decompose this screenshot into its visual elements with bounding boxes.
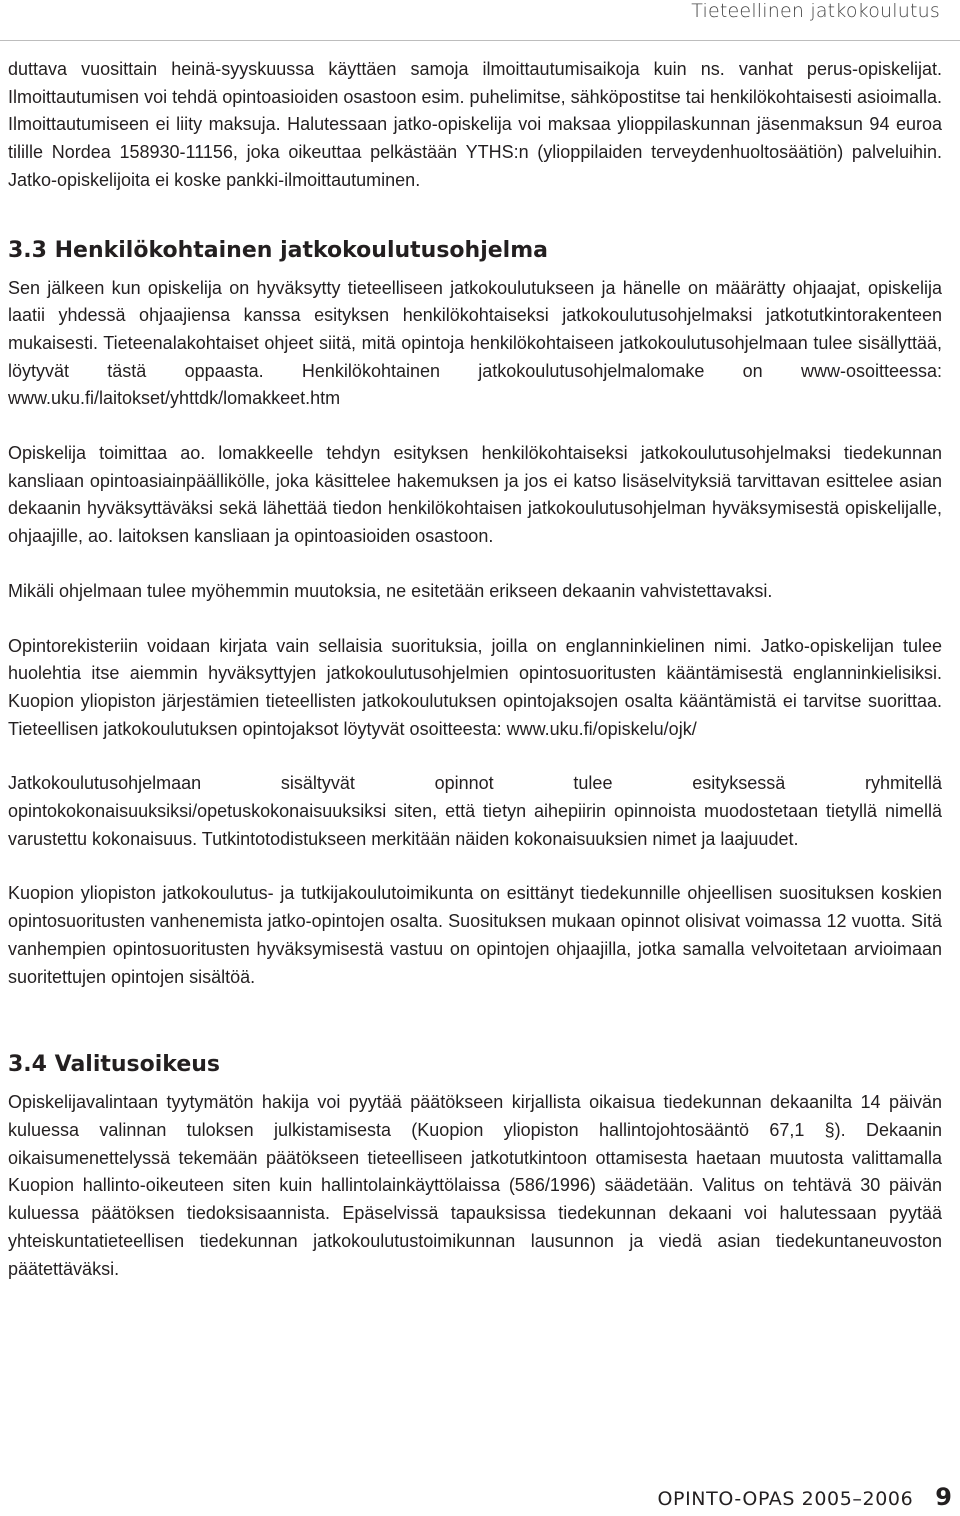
paragraph-3-4-1: Opiskelijavalintaan tyytymätön hakija voi pyytää päätökseen kirjallista oikaisua tiedekunnan dekaanilta 14 päivän kuluessa valinnan tuloksen julkistamisesta (Kuopion yliopiston hallintojohtosääntö 67,1 §). Dekaanin oikaisumenettelyssä tekemään päätökseen tieteelliseen jatkotutkintoon ottamisesta haetaan muutosta valittamalla Kuopion hallinto-oikeuteen siten kuin hallintolainkäyttölaissa (586/1996) säädetään. Valitus on tehtävä 30 päivän kuluessa päätöksen tiedoksisaannista. Epäselvissä tapauksissa tiedekunnan dekaani voi halutessaan pyytää yhteiskuntatieteellisen tiedekunnan jatkokoulutustoimikunnan lausunnon ja viedä asian tiedekuntaneuvoston päätettäväksi. xyxy=(8,1092,942,1279)
paragraph-3-3-4: Opintorekisteriin voidaan kirjata vain sellaisia suorituksia, joilla on englanninkielinen nimi. Jatko-opiskelijan tulee huolehtia itse aiemmin hyväksyttyjen jatkokoulutusohjelmien opintosuoritusten kääntämisestä englanninkielisiksi. Kuopion yliopiston järjestämien tieteellisten jatkokoulutuksen opintojaksojen osalta kääntämistä ei tarvitse suorittaa. Tieteellisen jatkokoulutuksen opintojaksot löytyvät osoitteesta: www.uku.fi/opiskelu/ojk/ xyxy=(8,635,942,739)
page-content xyxy=(8,56,942,1283)
header-divider xyxy=(0,40,960,41)
paragraph-3-3-6: Kuopion yliopiston jatkokoulutus- ja tutkijakoulutoimikunta on esittänyt tiedekunnille ohjeellisen suosituksen koskien opintosuoritusten vanhenemista jatko-opintojen osalta. Suosituksen mukaan opinnot olisivat voimassa 12 vuotta. Sitä vanhempien opintosuoritusten hyväksymisestä vastuu on opintojen ohjaajilla, jotka samalla velvoitetaan arvioimaan suoritettujen opintojen sisältöä. xyxy=(8,883,942,987)
page-number: 9 xyxy=(935,1483,952,1511)
paragraph-3-3-2: Opiskelija toimittaa ao. lomakkeelle tehdyn esityksen henkilökohtaiseksi jatkokoulutusohjelmaksi tiedekunnan kansliaan opintoasiainpäällikölle, joka käsittelee hakemuksen ja jos ei katso lisäselvityksiä tarvittavan esittelee asian dekaanin hyväksyttäväksi sekä lähettää tiedon henkilökohtaisen jatkokoulutusohjelman hyväksymisestä opiskelijalle, ohjaajille, ao. laitoksen kansliaan ja opintoasioiden osastoon. xyxy=(8,443,942,547)
page-footer xyxy=(657,1483,952,1511)
section-heading-3-3: 3.3 Henkilökohtainen jatkokoulutusohjelma xyxy=(8,237,548,263)
paragraph-3-3-3: Mikäli ohjelmaan tulee myöhemmin muutoksia, ne esitetään erikseen dekaanin vahvistettavaksi. xyxy=(8,580,773,601)
running-header: Tieteellinen jatkokoulutus xyxy=(691,0,940,22)
section-heading-3-4: 3.4 Valitusoikeus xyxy=(8,1052,221,1078)
footer-publication-title: OPINTO-OPAS 2005–2006 xyxy=(657,1488,914,1510)
paragraph-3-3-5: Jatkokoulutusohjelmaan sisältyvät opinnot tulee esityksessä ryhmitellä opintokokonaisuuksiksi/opetuskokonaisuuksiksi siten, että tietyn aihepiirin opinnoista muodostetaan tietyllä nimellä varustettu kokonaisuus. Tutkintotodistukseen merkitään näiden kokonaisuuksien nimet ja laajuudet. xyxy=(8,773,942,849)
paragraph-intro: duttava vuosittain heinä-syyskuussa käyttäen samoja ilmoittautumisaikoja kuin ns. vanhat perus-opiskelijat. Ilmoittautumisen voi tehdä opintoasioiden osastoon esim. puhelimitse, sähköpostitse tai henkilökohtaisesti asioimalla. Ilmoittautumiseen ei liity maksuja. Halutessaan jatko-opiskelija voi maksaa ylioppilaskunnan jäsenmaksun 94 euroa tilille Nordea 158930-11156, joka oikeuttaa pelkästään YTHS:n (ylioppilaiden terveydenhuoltosäätiön) palveluihin. Jatko-opiskelijoita ei koske pankki-ilmoittautuminen. xyxy=(8,59,942,190)
paragraph-3-3-1: Sen jälkeen kun opiskelija on hyväksytty tieteelliseen jatkokoulutukseen ja hänelle on määrätty ohjaajat, opiskelija laatii yhdessä ohjaajiensa kanssa esityksen henkilökohtaiseksi jatkokoulutusohjelmaksi jatkotutkintorakenteen mukaisesti. Tieteenalakohtaiset ohjeet siitä, mitä opintoja henkilökohtaiseen jatkokoulutusohjelmaan tulee sisällyttää, löytyvät tästä oppaasta. Henkilökohtainen jatkokoulutusohjelmalomake on www-osoitteessa: www.uku.fi/laitokset/yhttdk/lomakkeet.htm xyxy=(8,277,942,409)
